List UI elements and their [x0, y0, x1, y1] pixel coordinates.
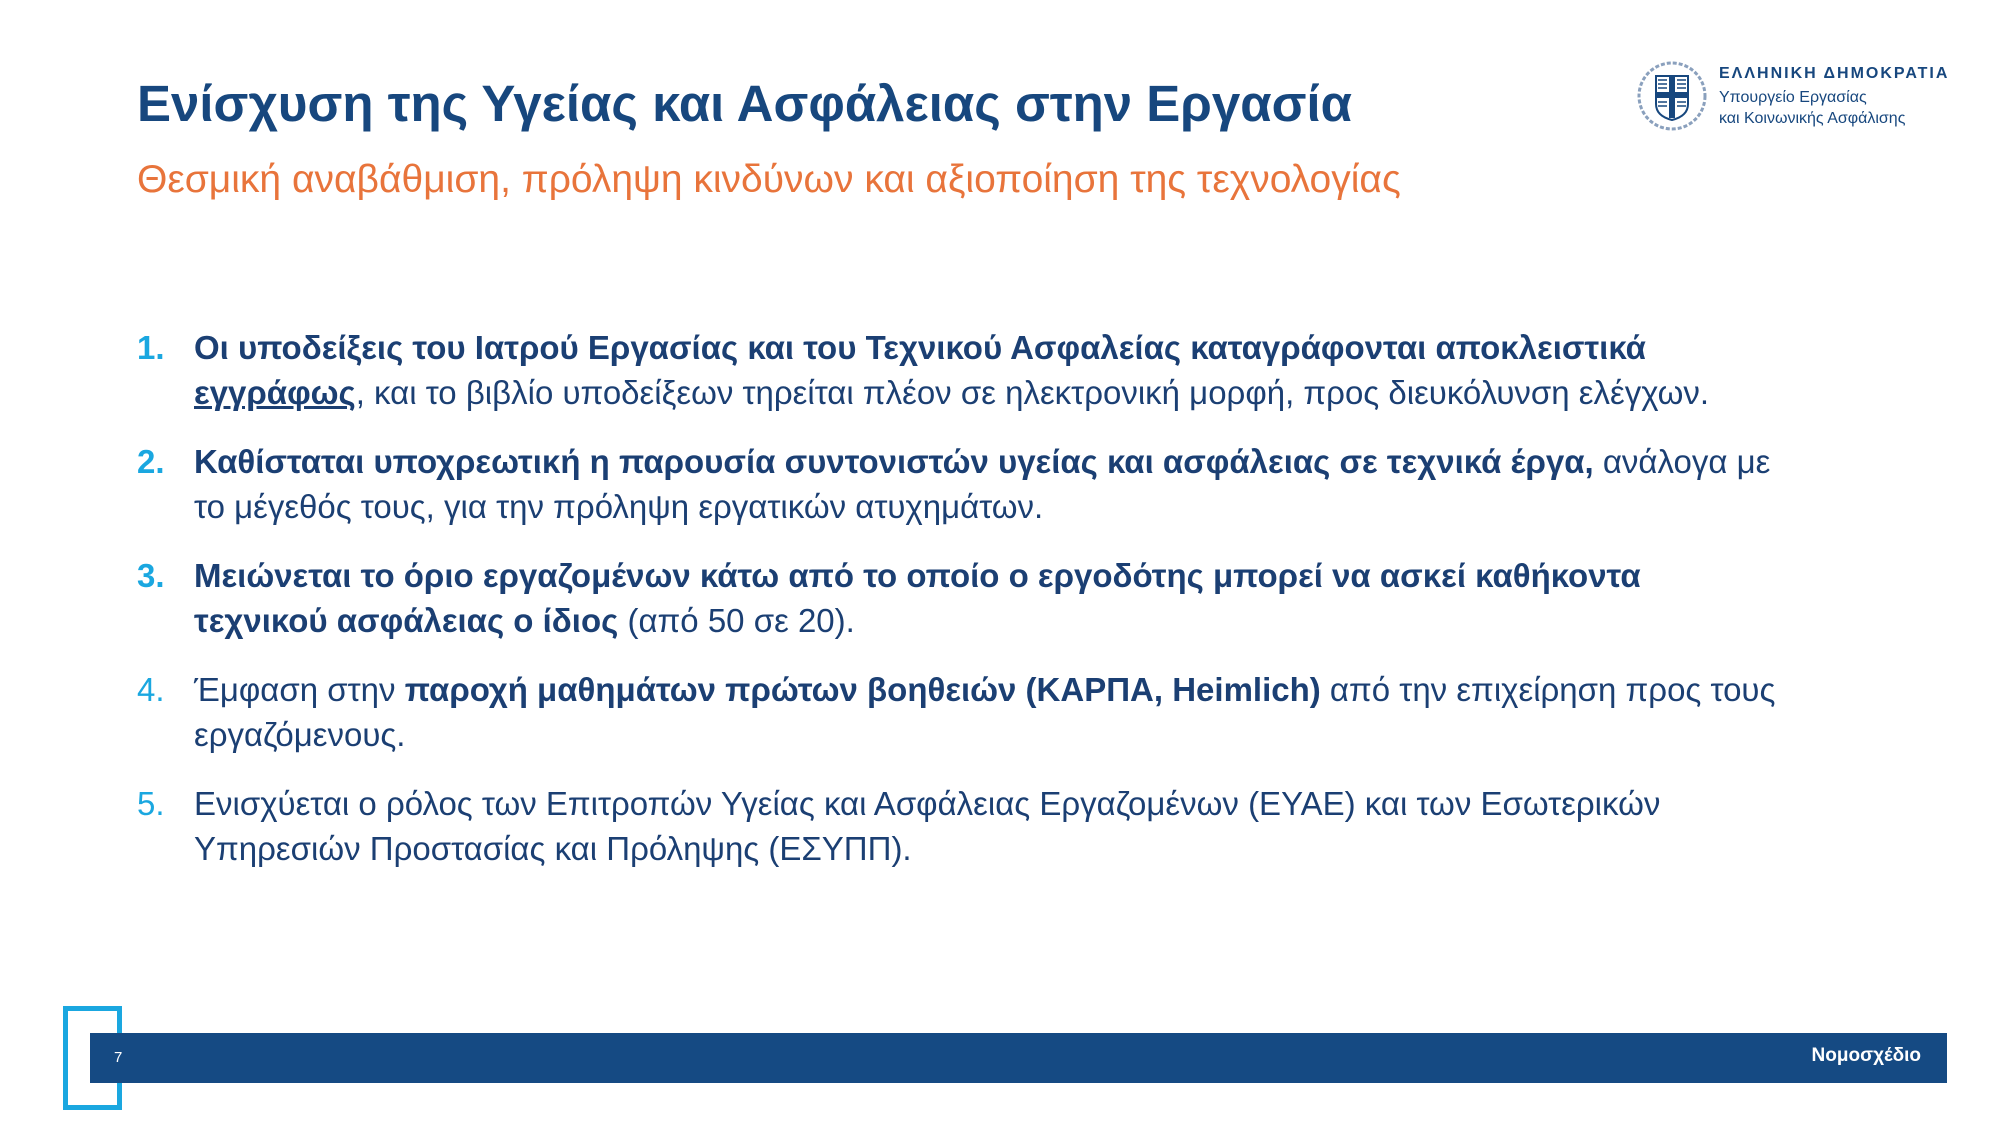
slide-title: Ενίσχυση της Υγείας και Ασφάλειας στην Εργασία	[137, 75, 1352, 132]
item-text-bold: παροχή μαθημάτων πρώτων βοηθειών (ΚΑΡΠΑ, Heimlich)	[404, 671, 1321, 708]
item-text: (από 50 σε 20).	[618, 602, 855, 639]
logo-country: ΕΛΛΗΝΙΚΗ ΔΗΜΟΚΡΑΤΙΑ	[1719, 65, 1950, 82]
item-number: 5.	[137, 785, 165, 822]
item-text-underlined: εγγράφως	[194, 374, 356, 411]
greek-coat-of-arms-icon	[1636, 60, 1708, 132]
item-number: 1.	[137, 329, 165, 366]
item-text: από την επιχείρηση προς τους εργαζόμενους.	[194, 671, 1776, 753]
list-item	[137, 553, 1777, 643]
footer-bar	[90, 1033, 1947, 1083]
item-text-bold: Οι υποδείξεις του Ιατρού Εργασίας και του Τεχνικού Ασφαλείας καταγράφονται αποκλειστικά	[194, 329, 1646, 366]
item-text-bold: Μειώνεται το όριο εργαζομένων κάτω από το οποίο ο εργοδότης μπορεί να ασκεί καθήκοντα τεχνικού ασφάλειας ο ίδιος	[194, 557, 1641, 639]
page-number: 7	[114, 1049, 123, 1066]
item-text: , και το βιβλίο υποδείξεων τηρείται πλέον σε ηλεκτρονική μορφή, προς διευκόλυνση ελέγχων.	[355, 374, 1710, 411]
item-number: 2.	[137, 443, 165, 480]
logo-ministry-line1: Υπουργείο Εργασίας	[1719, 89, 1867, 106]
list-item	[137, 439, 1777, 529]
list-item	[137, 325, 1777, 415]
item-text: ανάλογα με το μέγεθός τους, για την πρόληψη εργατικών ατυχημάτων.	[194, 443, 1771, 525]
item-text: Ενισχύεται ο ρόλος των Επιτροπών Υγείας και Ασφάλειας Εργαζομένων (ΕΥΑΕ) και των Εσωτερικών Υπηρεσιών Προστασίας και Πρόληψης (ΕΣΥΠΠ).	[194, 785, 1661, 867]
list-item	[137, 781, 1777, 871]
item-number: 3.	[137, 557, 165, 594]
document-type-label: Νομοσχέδιο	[1811, 1045, 1921, 1066]
item-text: Έμφαση στην	[194, 671, 405, 708]
ministry-logo	[1636, 60, 1956, 136]
list-item	[137, 667, 1777, 757]
slide-subtitle: Θεσμική αναβάθμιση, πρόληψη κινδύνων και αξιοποίηση της τεχνολογίας	[137, 158, 1401, 201]
item-text-bold: Καθίσταται υποχρεωτική η παρουσία συντονιστών υγείας και ασφάλειας σε τεχνικά έργα,	[194, 443, 1594, 480]
measures-list	[137, 325, 1777, 895]
item-number: 4.	[137, 671, 165, 708]
logo-ministry-line2: και Κοινωνικής Ασφάλισης	[1719, 110, 1906, 127]
